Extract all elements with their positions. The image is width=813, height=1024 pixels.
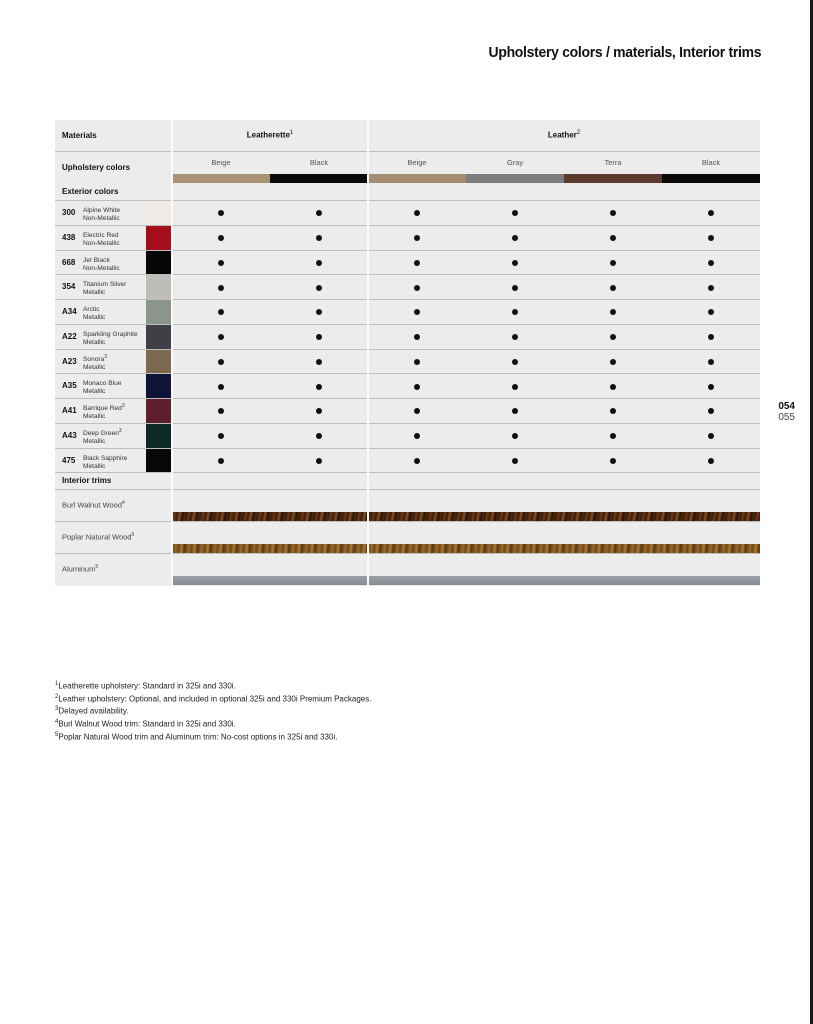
availability-dot <box>610 309 616 315</box>
color-name-line2: Metallic <box>83 413 106 421</box>
trim-name <box>62 500 125 510</box>
color-name-line2: Metallic <box>83 314 106 322</box>
color-name <box>83 377 122 396</box>
color-code: A35 <box>62 381 77 391</box>
exterior-color-swatch <box>146 325 171 349</box>
availability-dot <box>316 210 322 216</box>
color-name <box>83 427 122 446</box>
availability-dot <box>316 309 322 315</box>
group-name: Leatherette <box>246 130 290 140</box>
color-code: A43 <box>62 430 77 440</box>
availability-dot <box>218 235 224 241</box>
availability-dot <box>610 359 616 365</box>
availability-dot <box>218 433 224 439</box>
availability-dot <box>610 334 616 340</box>
footnote-number: 5 <box>55 731 59 738</box>
color-name-line1: Barrique Red <box>83 405 122 413</box>
availability-dot <box>708 359 714 365</box>
availability-dot <box>414 334 420 340</box>
trim-name <box>62 564 98 574</box>
color-name-line1: Electric Red <box>83 231 119 239</box>
availability-dot <box>512 334 518 340</box>
color-code: A34 <box>62 307 77 316</box>
color-name-line2: Non-Metallic <box>83 215 120 223</box>
exterior-color-row <box>55 225 760 250</box>
upholstery-colors-text: Upholstery colors <box>62 163 131 172</box>
availability-dot <box>218 384 224 390</box>
availability-dot <box>316 285 322 291</box>
availability-dot <box>316 235 322 241</box>
availability-dot <box>708 210 714 216</box>
color-name-line1: Sonora <box>83 355 105 363</box>
availability-dot <box>218 359 224 365</box>
availability-dot <box>610 210 616 216</box>
color-name-line2: Non-Metallic <box>83 264 120 272</box>
availability-dot <box>414 210 420 216</box>
availability-dot <box>512 260 518 266</box>
exterior-color-row <box>55 398 760 423</box>
color-name-line2: Metallic <box>83 462 106 470</box>
exterior-color-row <box>55 250 760 275</box>
upholstery-swatch <box>270 174 368 183</box>
exterior-color-swatch <box>146 424 171 448</box>
trim-footnote-ref: 4 <box>122 500 125 507</box>
color-code: 475 <box>62 455 76 465</box>
availability-dot <box>708 408 714 414</box>
availability-dot <box>218 309 224 315</box>
exterior-color-row <box>55 423 760 448</box>
interior-trim-row <box>55 521 760 553</box>
poplar-trim-swatch <box>172 544 760 553</box>
availability-dot <box>316 260 322 266</box>
availability-dot <box>316 458 322 464</box>
color-name-line1: Arctic <box>83 306 100 314</box>
availability-dot <box>610 285 616 291</box>
availability-dot <box>708 285 714 291</box>
upholstery-group-header <box>172 130 368 142</box>
color-name <box>83 353 107 372</box>
footnote-text: Leatherette upholstery: Standard in 325i and 330i. <box>58 681 236 691</box>
color-name-line2: Metallic <box>83 437 106 445</box>
availability-dot <box>218 458 224 464</box>
availability-dot <box>316 334 322 340</box>
color-code: 438 <box>62 232 76 242</box>
upholstery-group-header <box>368 130 760 142</box>
availability-dot <box>708 235 714 241</box>
trim-name-text: Poplar Natural Wood <box>62 532 132 542</box>
color-name-line1: Black Sapphire <box>83 454 128 462</box>
upholstery-name <box>270 158 368 168</box>
interior-trims-label <box>62 476 167 488</box>
footnote-number: 3 <box>55 706 59 713</box>
interior-trim-row <box>55 553 760 585</box>
availability-dot <box>512 285 518 291</box>
availability-dot <box>218 408 224 414</box>
trim-name-text: Aluminum <box>62 564 96 574</box>
availability-dot <box>512 235 518 241</box>
availability-dot <box>512 433 518 439</box>
upholstery-name-text: Terra <box>604 158 622 167</box>
availability-dot <box>218 334 224 340</box>
upholstery-swatch <box>466 174 564 183</box>
exterior-color-row <box>55 274 760 299</box>
trim-name-text: Burl Walnut Wood <box>62 500 123 510</box>
page-numbers <box>778 401 795 423</box>
color-footnote-ref: 3 <box>104 353 108 360</box>
exterior-colors-text: Exterior colors <box>62 187 119 196</box>
availability-dot <box>708 334 714 340</box>
exterior-color-swatch <box>146 226 171 250</box>
availability-dot <box>708 384 714 390</box>
trim-name <box>62 532 134 542</box>
footnote-text: Delayed availability. <box>58 706 129 716</box>
color-name-line1: Monaco Blue <box>83 380 122 388</box>
exterior-color-row <box>55 349 760 374</box>
color-name-line2: Metallic <box>83 388 106 396</box>
availability-dot <box>316 359 322 365</box>
upholstery-name <box>368 158 466 168</box>
availability-dot <box>414 359 420 365</box>
trim-footnote-ref: 5 <box>95 564 99 571</box>
color-name-line2: Non-Metallic <box>83 239 120 247</box>
availability-dot <box>512 359 518 365</box>
availability-dot <box>708 260 714 266</box>
exterior-color-swatch <box>146 350 171 374</box>
footnotes <box>55 679 371 742</box>
upholstery-name-text: Beige <box>211 158 231 167</box>
availability-dot <box>610 408 616 414</box>
exterior-color-swatch <box>146 201 171 225</box>
availability-dot <box>512 408 518 414</box>
color-code: 668 <box>62 257 76 267</box>
upholstery-name-text: Black <box>309 158 329 167</box>
exterior-color-row <box>55 324 760 349</box>
column-separator <box>367 120 369 586</box>
footnote <box>55 730 371 743</box>
exterior-color-row <box>55 200 760 225</box>
availability-dot <box>414 309 420 315</box>
availability-dot <box>610 433 616 439</box>
color-name <box>83 402 125 421</box>
current-page-number: 054 <box>778 401 795 412</box>
exterior-color-row <box>55 373 760 398</box>
exterior-color-swatch <box>146 374 171 398</box>
upholstery-swatch <box>564 174 662 183</box>
color-code: A23 <box>62 356 77 366</box>
color-code: 354 <box>62 282 76 292</box>
availability-dot <box>610 384 616 390</box>
interior-trims-text: Interior trims <box>62 476 112 486</box>
availability-dot <box>414 458 420 464</box>
availability-dot <box>414 384 420 390</box>
footnote-text: Leather upholstery: Optional, and included in optional 325i and 330i Premium Packages. <box>58 694 372 704</box>
upholstery-swatch <box>172 174 270 183</box>
availability-dot <box>316 384 322 390</box>
next-page-number: 055 <box>778 412 795 423</box>
availability-dot <box>610 235 616 241</box>
footnote-number: 4 <box>55 718 59 725</box>
availability-dot <box>512 309 518 315</box>
group-footnote-ref: 1 <box>289 130 294 136</box>
color-name-line1: Deep Green <box>83 429 119 437</box>
availability-dot <box>512 384 518 390</box>
trim-footnote-ref: 5 <box>131 532 135 539</box>
group-name: Leather <box>547 130 577 140</box>
footnote-number: 1 <box>55 681 59 687</box>
color-code: A22 <box>62 331 77 341</box>
color-name <box>83 229 120 248</box>
exterior-color-swatch <box>146 275 171 299</box>
footnote-text: Poplar Natural Wood trim and Aluminum trim: No-cost options in 325i and 330i. <box>58 732 338 742</box>
color-name-line2: Metallic <box>83 289 106 297</box>
footnote <box>55 692 371 705</box>
color-name <box>83 328 138 347</box>
availability-dot <box>316 433 322 439</box>
availability-dot <box>218 285 224 291</box>
exterior-color-swatch <box>146 300 171 324</box>
aluminum-trim-swatch <box>172 576 760 585</box>
upholstery-name <box>564 158 662 168</box>
color-name <box>83 303 105 322</box>
upholstery-name-text: Beige <box>407 158 427 167</box>
color-footnote-ref: 3 <box>121 403 125 409</box>
divider <box>55 151 760 152</box>
page-title: Upholstery colors / materials, Interior trims <box>488 44 761 61</box>
color-code: 300 <box>62 208 76 217</box>
footnote-text: Burl Walnut Wood trim: Standard in 325i and 330i. <box>58 719 236 729</box>
availability-dot <box>512 210 518 216</box>
availability-dot <box>218 260 224 266</box>
footnote-number: 2 <box>55 693 59 700</box>
availability-dot <box>708 433 714 439</box>
availability-dot <box>414 260 420 266</box>
materials-text: Materials <box>62 131 97 140</box>
availability-dot <box>316 408 322 414</box>
exterior-color-row <box>55 448 760 473</box>
column-separator <box>171 120 173 586</box>
footnote <box>55 704 371 717</box>
upholstery-name <box>466 158 564 168</box>
color-name-line1: Sparkling Graphite <box>83 330 138 338</box>
exterior-colors-label <box>62 187 167 199</box>
group-footnote-ref: 2 <box>576 130 581 136</box>
color-name <box>83 452 127 471</box>
upholstery-swatch <box>662 174 760 183</box>
color-name <box>83 204 120 223</box>
color-name-line2: Metallic <box>83 338 106 346</box>
availability-dot <box>610 260 616 266</box>
color-name-line1: Jet Black <box>83 256 110 264</box>
exterior-color-swatch <box>146 251 171 275</box>
upholstery-swatch <box>368 174 466 183</box>
materials-label <box>62 131 162 143</box>
color-name-line1: Alpine White <box>83 207 121 215</box>
footnote <box>55 717 371 730</box>
color-code: A41 <box>62 406 77 415</box>
availability-dot <box>512 458 518 464</box>
availability-dot <box>414 408 420 414</box>
interior-trim-row <box>55 489 760 521</box>
availability-dot <box>708 458 714 464</box>
availability-dot <box>708 309 714 315</box>
upholstery-colors-label <box>62 163 167 175</box>
color-name <box>83 254 120 273</box>
upholstery-name-text: Gray <box>506 158 524 167</box>
availability-dot <box>218 210 224 216</box>
exterior-color-swatch <box>146 449 171 473</box>
options-table <box>55 120 760 586</box>
availability-dot <box>414 285 420 291</box>
color-name-line2: Metallic <box>83 363 106 371</box>
availability-dot <box>414 433 420 439</box>
color-footnote-ref: 3 <box>118 427 122 434</box>
footnote <box>55 679 371 692</box>
upholstery-name-text: Black <box>701 158 721 167</box>
exterior-color-row <box>55 299 760 324</box>
availability-dot <box>414 235 420 241</box>
exterior-color-swatch <box>146 399 171 423</box>
color-name <box>83 278 126 297</box>
divider <box>55 472 760 473</box>
burl-walnut-trim-swatch <box>172 512 760 521</box>
upholstery-name <box>662 158 760 168</box>
color-name-line1: Titanium Silver <box>83 281 127 289</box>
upholstery-name <box>172 158 270 168</box>
availability-dot <box>610 458 616 464</box>
